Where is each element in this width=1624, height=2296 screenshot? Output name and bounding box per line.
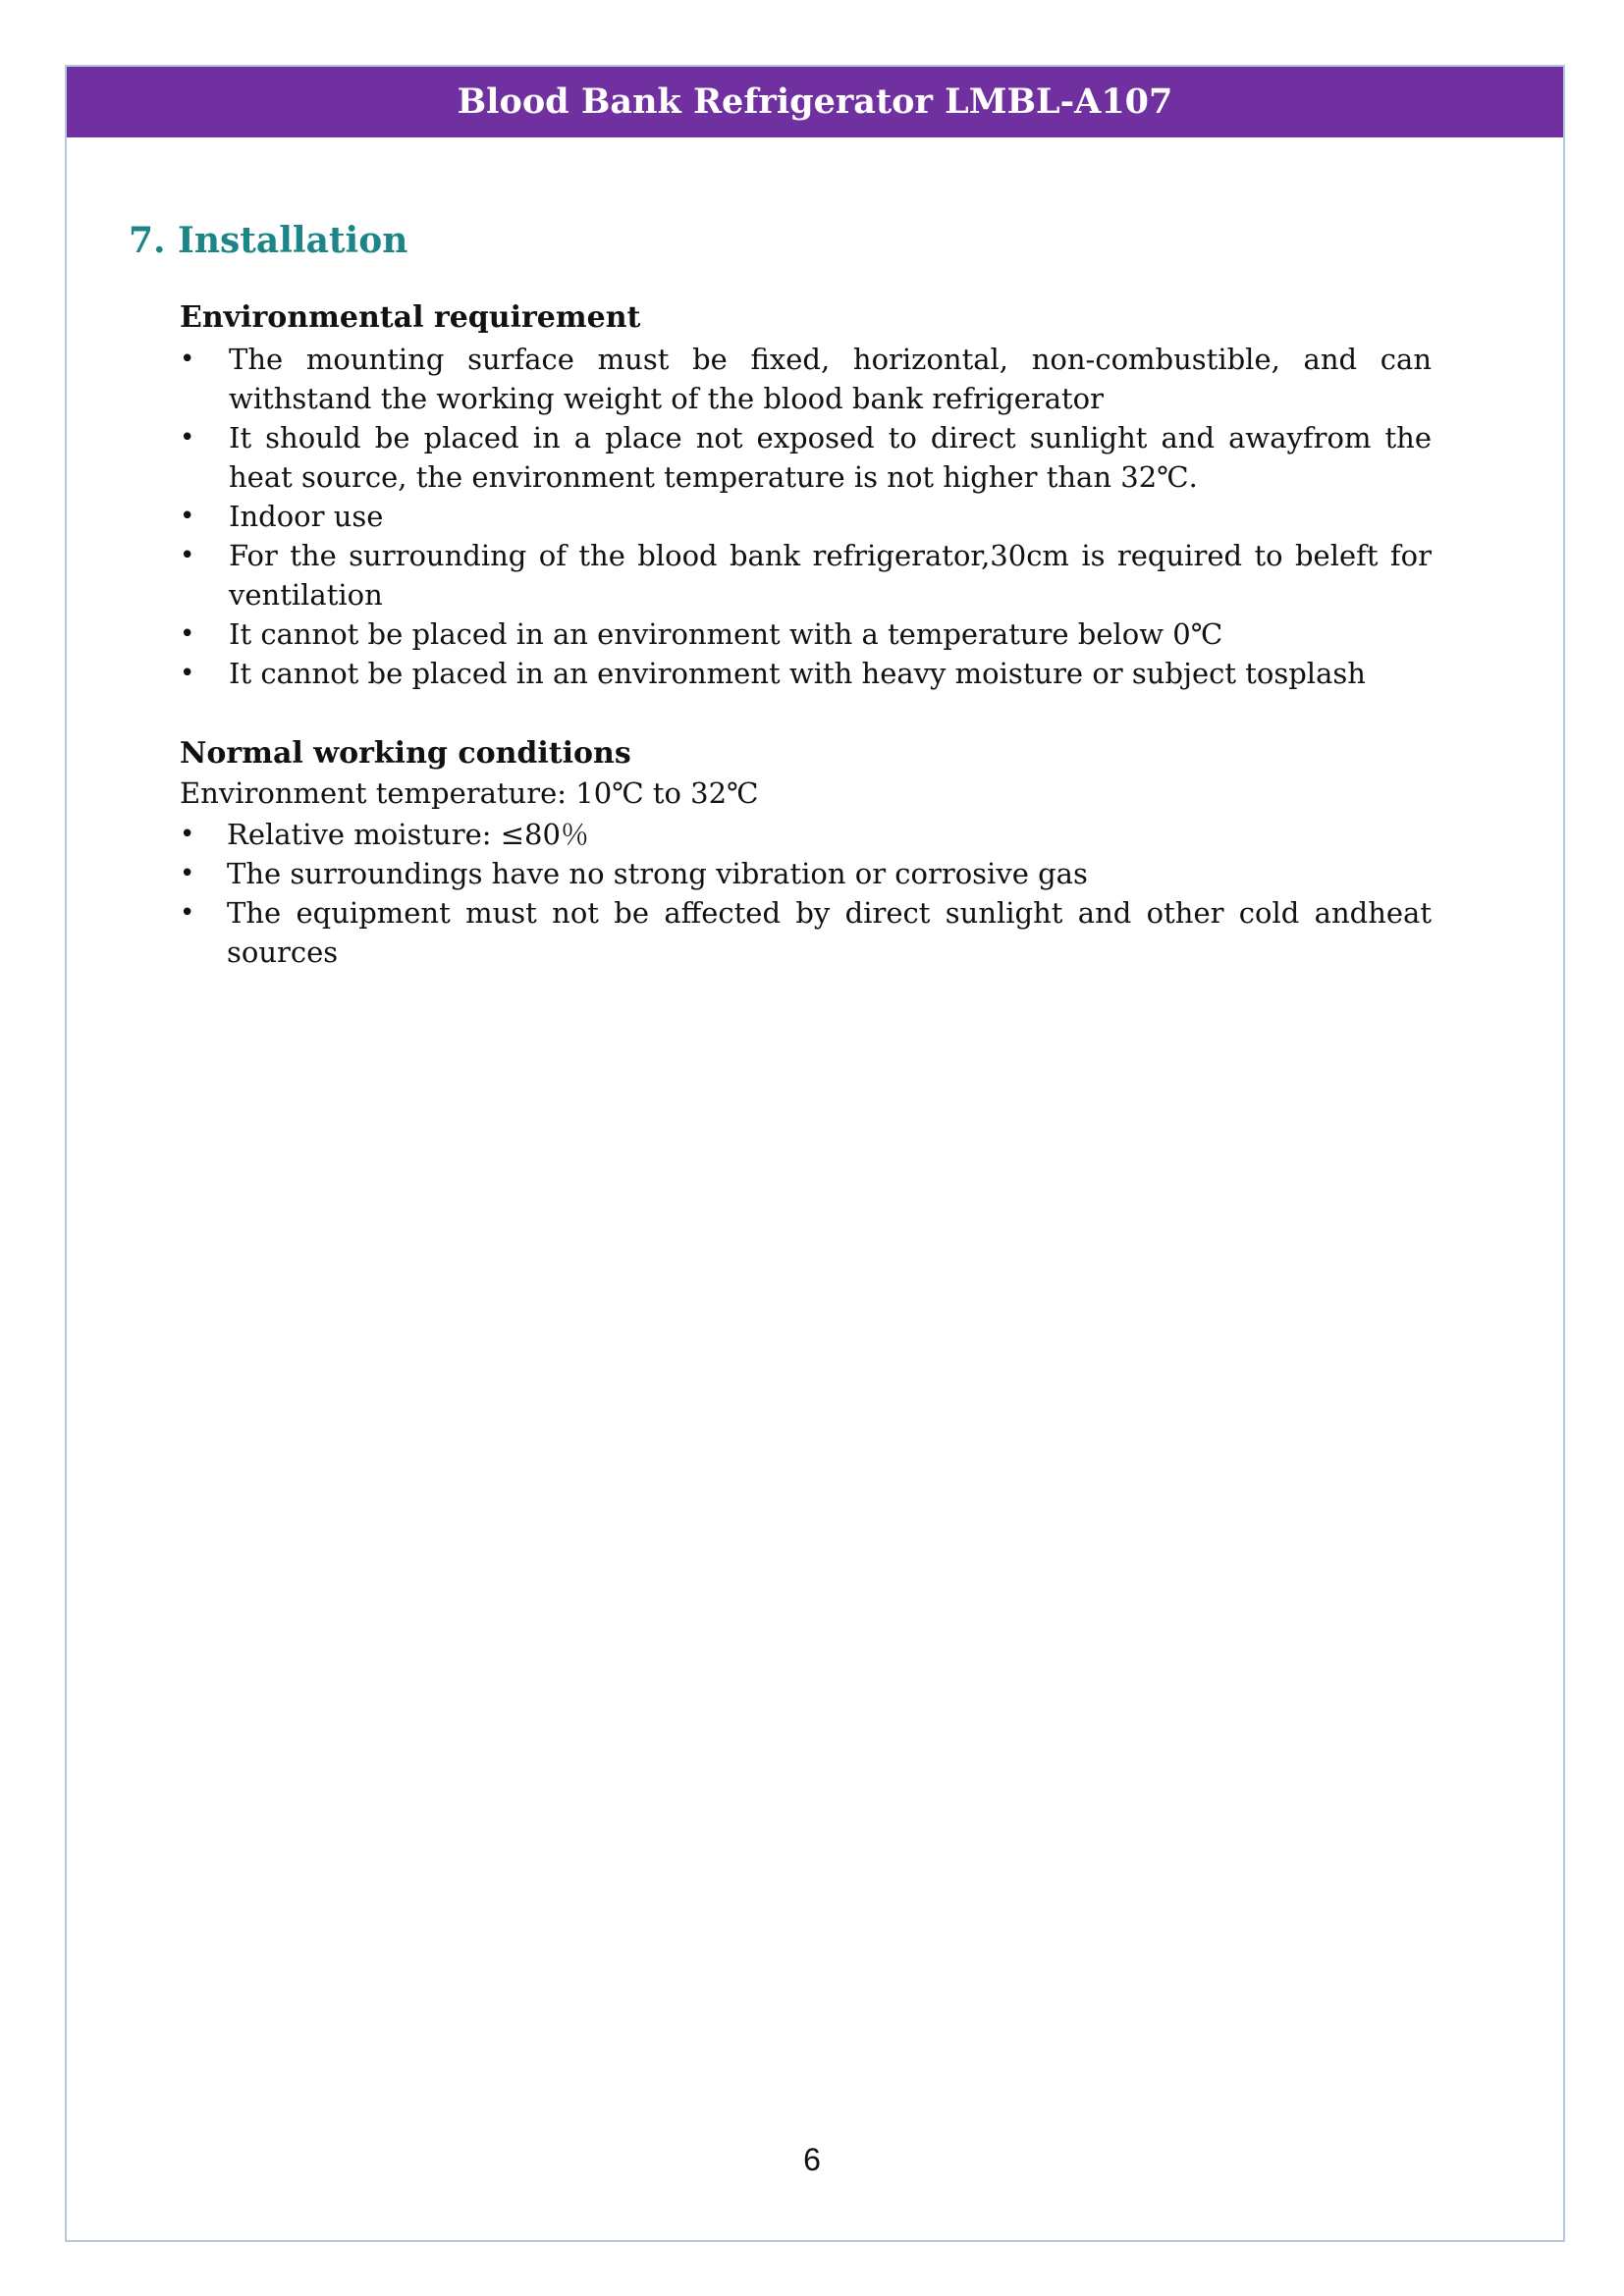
section-title: Installation [178,220,408,261]
bullet-icon: • [180,659,195,688]
page-number: 6 [803,2142,821,2177]
bullet-icon: • [180,820,195,849]
bullet-icon: • [180,541,195,570]
section-heading [129,216,407,265]
list-item-text: The mounting surface must be fixed, horizontal, non-combustible, and can withstand the working weight of the blood bank refrigerator [229,343,1432,415]
list-item [180,893,1432,972]
environment-temperature-line: Environment temperature: 10℃ to 32℃ [180,776,759,810]
list-item-text: It cannot be placed in an environment with heavy moisture or subject tosplash [229,657,1366,690]
normal-working-conditions-heading: Normal working conditions [180,736,631,771]
list-item [180,854,1432,893]
list-item [180,497,1432,536]
list-item-text: It should be placed in a place not exposed to direct sunlight and awayfrom the heat source, the environment temperature is not higher than 32℃. [229,421,1432,494]
environmental-requirement-list [180,340,1432,693]
list-item-text: For the surrounding of the blood bank refrigerator,30cm is required to beleft for ventilation [229,539,1432,612]
list-item [180,614,1432,654]
section-number: 7. [129,220,166,261]
bullet-icon: • [180,619,195,649]
list-item-text: It cannot be placed in an environment with a temperature below 0℃ [229,617,1223,651]
list-item [180,536,1432,614]
environmental-requirement-heading: Environmental requirement [180,300,641,335]
bullet-icon: • [180,423,195,453]
list-item-text: The equipment must not be affected by direct sunlight and other cold andheat sources [227,896,1432,969]
list-item [180,654,1432,693]
document-header [67,67,1563,137]
list-item [180,418,1432,497]
list-item [180,815,1432,854]
list-item-text: Relative moisture: ≤80％ [227,818,589,851]
bullet-icon: • [180,502,195,531]
bullet-icon: • [180,859,195,888]
bullet-icon: • [180,898,195,928]
document-title: Blood Bank Refrigerator LMBL-A107 [457,81,1173,122]
list-item [180,340,1432,418]
bullet-icon: • [180,345,195,374]
list-item-text: The surroundings have no strong vibration or corrosive gas [227,857,1088,890]
normal-working-conditions-list [180,815,1432,972]
list-item-text: Indoor use [229,500,384,533]
